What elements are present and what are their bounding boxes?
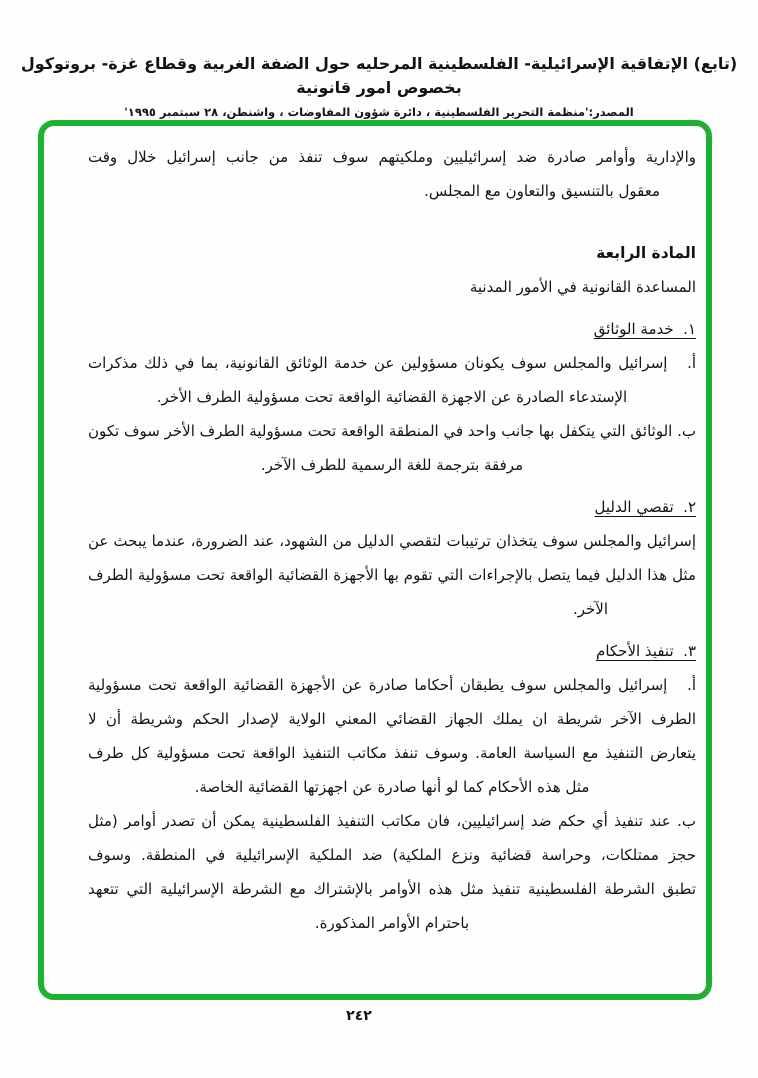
continuation-paragraph: [88, 140, 696, 208]
article-4-heading: المادة الرابعة: [596, 244, 696, 262]
section-1-heading: ١. خدمة الوثائق: [593, 320, 696, 338]
text-line: الطرف الآخر شريطة ان يملك الجهاز القضائي المعني الولاية لإصدار الحكم وشريطة أن لا: [88, 710, 696, 728]
section-3-heading: ٣. تنفيذ الأحكام: [596, 642, 696, 660]
section-3-item-a: [88, 668, 696, 804]
page-number: ٢٤٢: [346, 1008, 372, 1024]
text-line: يتعارض التنفيذ مع السياسة العامة. وسوف تنفذ مكاتب التنفيذ الواقعة تحت مسؤولية كل طرف: [88, 744, 696, 762]
section-2-paragraph: [88, 524, 696, 626]
section-1-item-b: [88, 414, 696, 482]
green-border-frame: [38, 120, 712, 1000]
source-line: المصدر:'منظمة التحرير الفلسطينية ، دائرة شؤون المفاوضات ، واشنطن، ٢٨ سبتمبر ١٩٩٥': [124, 105, 634, 119]
text-line: الآخر.: [572, 600, 608, 618]
text-line: أ. إسرائيل والمجلس سوف يكونان مسؤولين عن خدمة الوثائق القانونية، بما في ذلك مذكرات: [88, 354, 696, 372]
text-line: مرفقة بترجمة للغة الرسمية للطرف الآخر.: [260, 456, 524, 474]
section-3-item-b: [88, 804, 696, 940]
text-line: أ. إسرائيل والمجلس سوف يطبقان أحكاما صادرة عن الأجهزة القضائية الواقعة تحت مسؤولية: [88, 676, 696, 694]
text-line: إسرائيل والمجلس سوف يتخذان ترتيبات لتقصي الدليل من الشهود، عند الضرورة، عندما يبحث عن: [88, 532, 696, 550]
article-4-subtitle: المساعدة القانونية في الأمور المدنية: [469, 278, 696, 296]
text-line: حجز ممتلكات، وحراسة قضائية ونزع الملكية) ضد الملكية الإسرائيلية في المنطقة. وسوف: [88, 846, 696, 864]
text-line: تطبق الشرطة الفلسطينية تنفيذ مثل هذه الأوامر بالإشتراك مع الشرطة الإسرائيلية التي تتعهد: [88, 880, 696, 898]
document-body: [88, 140, 696, 940]
text-line: مثل هذا الدليل فيما يتصل بالإجراءات التي تقوم بها الأجهزة القضائية الواقعة تحت مسؤولية الطرف: [88, 566, 696, 584]
document-header: [20, 52, 738, 119]
section-2-heading: ٢. تقصي الدليل: [594, 498, 696, 516]
text-line: ب. الوثائق التي يتكفل بها جانب واحد في المنطقة الواقعة تحت مسؤولية الطرف الأخر سوف تكون: [88, 422, 696, 440]
page-title: (تابع) الإتفاقية الإسرائيلية- الفلسطينية المرحليه حول الضفة الغربية وقطاع غزة- بروتوكول بخصوص امور قانونية: [20, 54, 738, 97]
text-line: ب. عند تنفيذ أي حكم ضد إسرائيليين، فان مكاتب التنفيذ الفلسطينية يمكن أن تصدر أوامر (مثل: [88, 812, 696, 830]
text-line: معقول بالتنسيق والتعاون مع المجلس.: [424, 182, 660, 200]
text-line: والإدارية وأوامر صادرة ضد إسرائيليين وملكيتهم سوف تنفذ من جانب إسرائيل خلال وقت: [88, 148, 696, 166]
text-line: باحترام الأوامر المذكورة.: [314, 914, 470, 932]
section-1-item-a: [88, 346, 696, 414]
text-line: مثل هذه الأحكام كما لو أنها صادرة عن اجهزتها القضائية الخاصة.: [194, 778, 590, 796]
text-line: الإستدعاء الصادرة عن الاجهزة القضائية الواقعة تحت مسؤولية الطرف الأخر.: [156, 388, 628, 406]
